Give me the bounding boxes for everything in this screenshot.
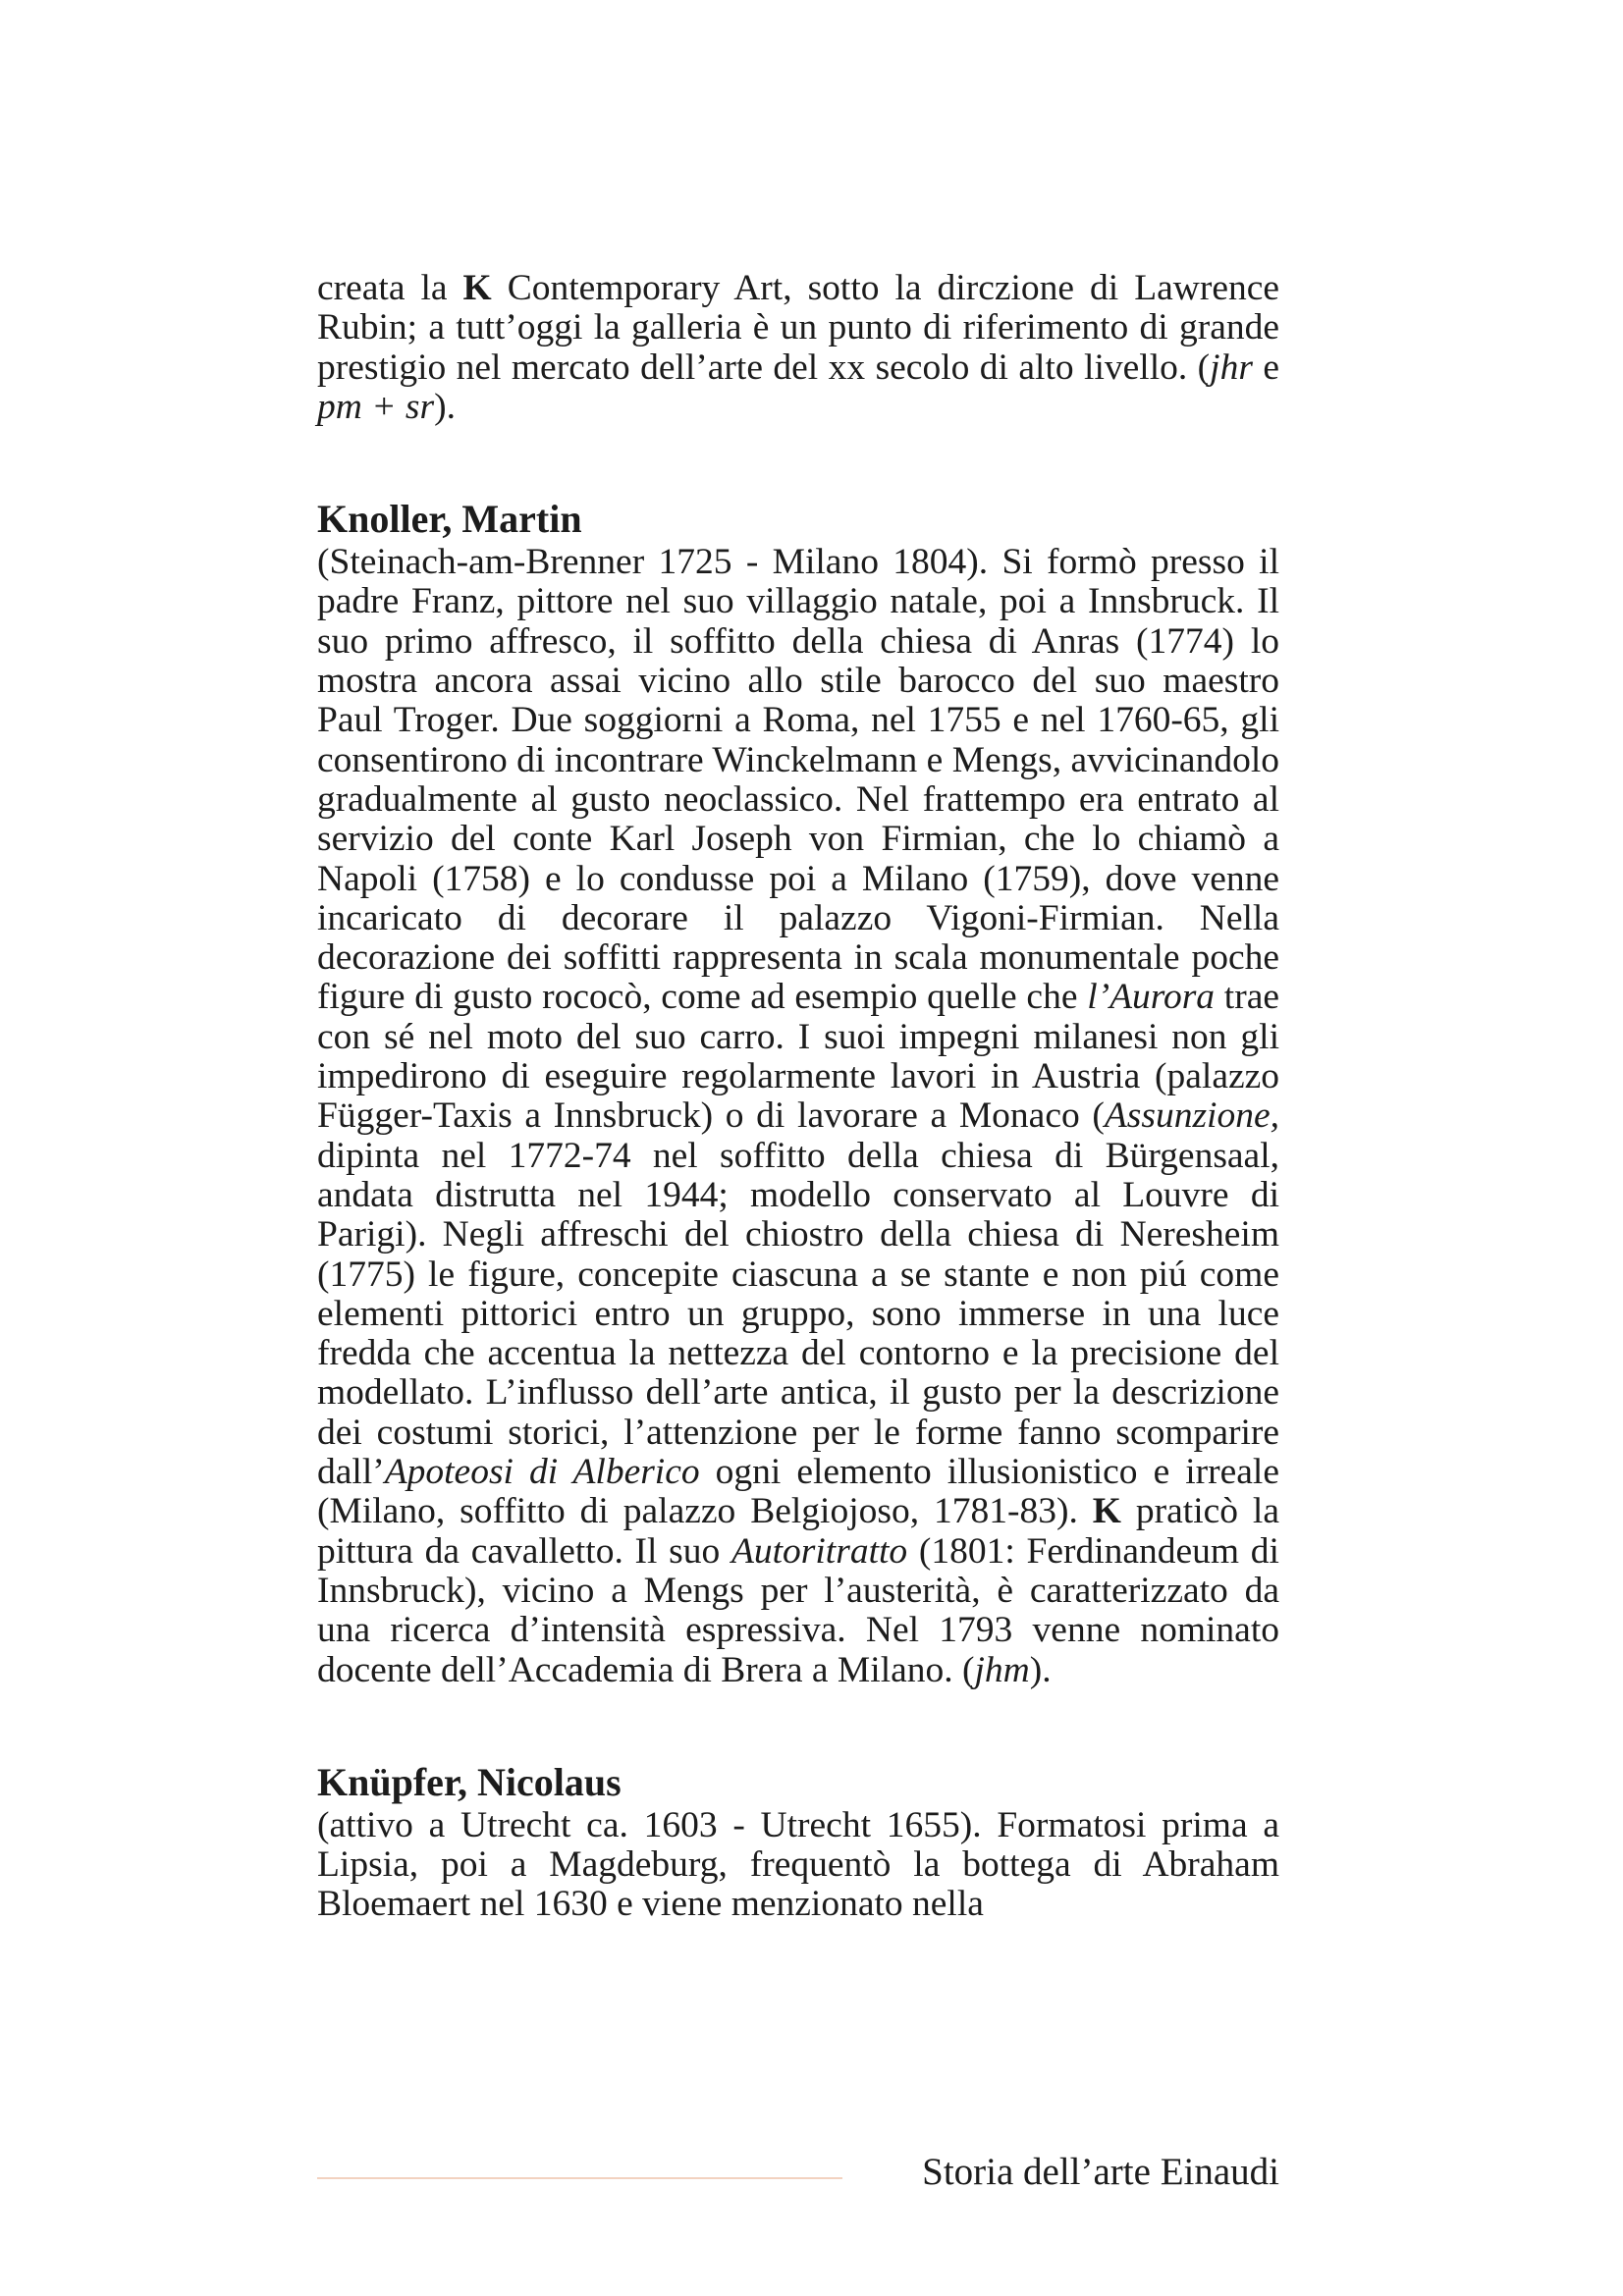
entry-body — [317, 1806, 1279, 1925]
text-run: (Steinach-am-Brenner 1725 - Milano 1804). Si formò presso il padre Franz, pittore nel suo villaggio natale, poi a Innsbruck. Il suo primo affresco, il soffitto della chiesa di Anras (1774) lo mostra ancora assai vicino allo stile barocco del suo maestro Paul Troger. Due soggiorni a Roma, nel 1755 e nel 1760-65, gli consentirono di incontrare Winckelmann e Mengs, avvicinandolo gradualmente al gusto neoclassico. Nel frattempo era entrato al servizio del conte Karl Joseph von Firmian, che lo chiamò a Napoli (1758) e lo condusse poi a Milano (1759), dove venne incaricato di decorare il palazzo Vigoni-Firmian. Nella decorazione dei soffitti rappresenta in scala monumentale poche figure di gusto rococò, come ad esempio quelle che — [317, 542, 1279, 1018]
footer-rule — [317, 2177, 842, 2179]
author-initials: jhr — [1210, 347, 1253, 388]
entry-title: Knoller, Martin — [317, 497, 582, 542]
text-run: trae con sé nel moto del suo carro. I suoi impegni milanesi non gli impedirono di eseguire regolarmente lavori in Austria (palazzo Függer-Taxis a Innsbruck) o di lavorare a Monaco ( — [317, 977, 1279, 1137]
entry-body — [317, 543, 1279, 1690]
continuation-paragraph — [317, 269, 1279, 427]
artwork-title: l’Aurora — [1087, 977, 1216, 1018]
entry-abbreviation: K — [1092, 1491, 1121, 1532]
author-initials: pm + sr — [317, 386, 435, 427]
text-run: creata la — [317, 268, 463, 308]
text-run: ). — [1029, 1649, 1052, 1690]
text-run: Contemporary Art, sotto la dirczione di Lawrence Rubin; a tutt’oggi la galleria è un punto di riferimento di grande prestigio nel mercato dell’arte del xx secolo di alto livello. ( — [317, 268, 1279, 388]
entry-knoller — [317, 496, 1279, 1690]
footer-title: Storia dell’arte Einaudi — [922, 2151, 1279, 2193]
entry-abbreviation: K — [462, 268, 492, 308]
author-initials: jhm — [974, 1649, 1030, 1690]
artwork-title: Assunzione, — [1104, 1095, 1279, 1137]
artwork-title: Autoritratto — [730, 1530, 908, 1572]
artwork-title: Apoteosi di Alberico — [384, 1452, 700, 1493]
entry-knupfer — [317, 1759, 1279, 1925]
text-run: (1801: Ferdinandeum di Innsbruck), vicino a Mengs per l’austerità, è caratterizzato da una ricerca d’intensità espressiva. Nel 1793 venne nominato docente dell’Accademia di Brera a Milano. ( — [317, 1530, 1279, 1690]
text-run: (attivo a Utrecht ca. 1603 - Utrecht 1655). Formatosi prima a Lipsia, poi a Magdeburg, frequentò la bottega di Abraham Bloemaert nel 1630 e viene menzionato nella — [317, 1804, 1279, 1925]
text-column — [317, 269, 1279, 1925]
text-run: ogni elemento illusionistico e irreale (Milano, soffitto di palazzo Belgiojoso, 1781-83). — [317, 1452, 1279, 1532]
entry-title: Knüpfer, Nicolaus — [317, 1759, 622, 1804]
text-run: e — [1252, 347, 1279, 388]
text-run: praticò la pittura da cavalletto. Il suo — [317, 1491, 1279, 1572]
text-run: ). — [434, 386, 456, 427]
text-run: dipinta nel 1772-74 nel soffitto della chiesa di Bürgensaal, andata distrutta nel 1944; modello conservato al Louvre di Parigi). Negli affreschi del chiostro della chiesa di Neresheim (1775) le figure, concepite ciascuna a se stante e non piú come elementi pittorici entro un gruppo, sono immerse in una luce fredda che accentua la nettezza del contorno e la precisione del modellato. L’influsso dell’arte antica, il gusto per la descrizione dei costumi storici, l’attenzione per le forme fanno scomparire dall’ — [317, 1135, 1279, 1493]
